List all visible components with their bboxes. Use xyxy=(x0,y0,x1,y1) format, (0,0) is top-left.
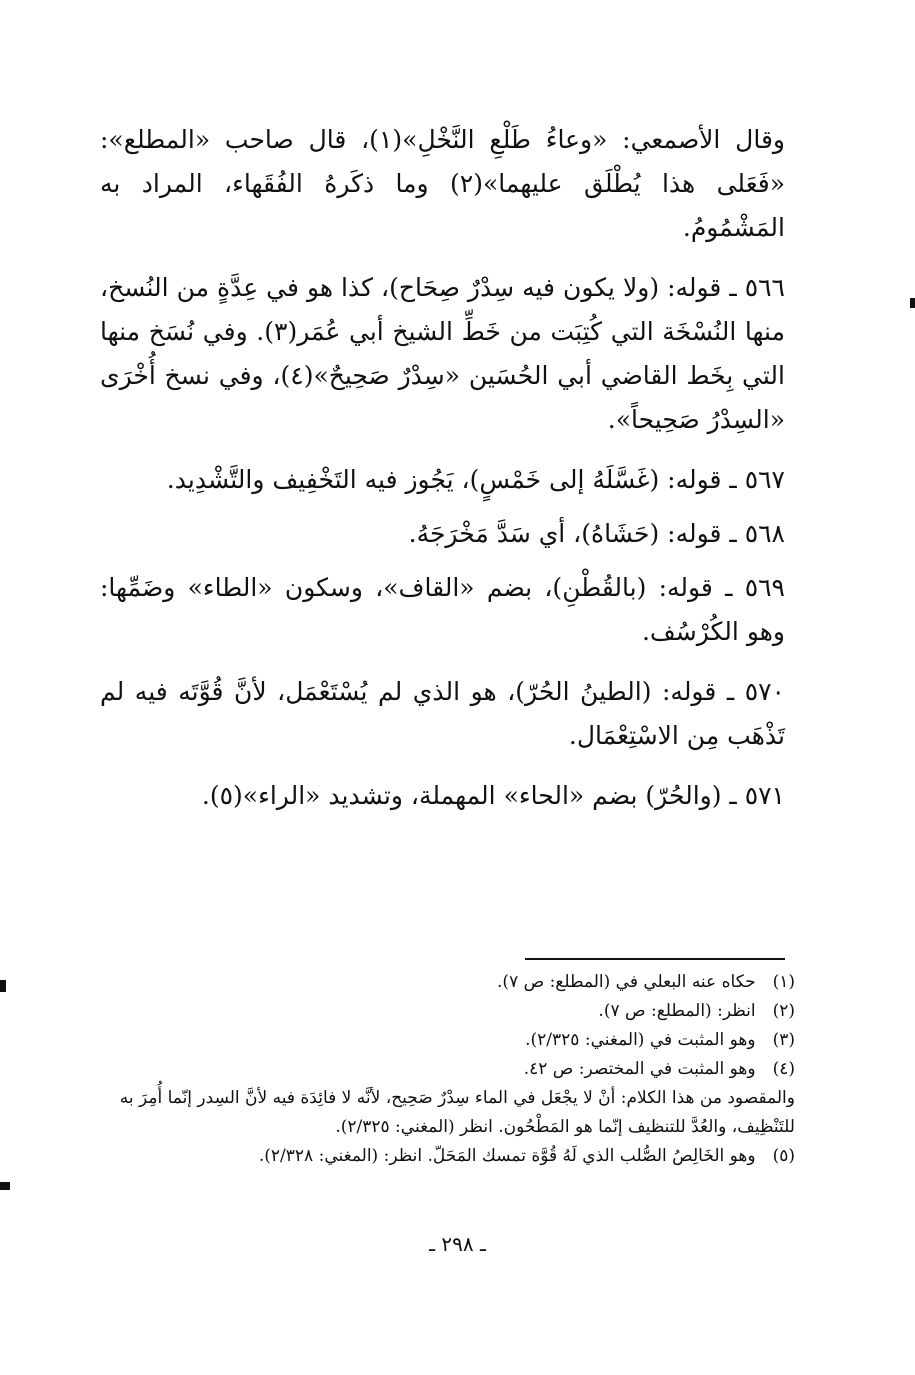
footnote-number: (٢) xyxy=(772,1001,795,1021)
paragraph-568: ٥٦٨ ـ قوله: (حَشَاهُ)، أي سَدَّ مَخْرَجَهُ. xyxy=(408,519,785,548)
footnote-text: وهو الخَالِصُ الصُّلب الذي لَهُ قُوَّة تمسك المَحَلّ. انظر: (المغني: ٢/٣٢٨). xyxy=(258,1146,756,1166)
paragraph-567: ٥٦٧ ـ قوله: (غَسَّلَهُ إلى خَمْسٍ)، يَجُوز فيه التَخْفِيف والتَّشْدِيد. xyxy=(166,465,785,494)
page-number: ـ ٢٩٨ ـ xyxy=(429,1232,486,1256)
footnote-text: وهو المثبت في (المغني: ٢/٣٢٥). xyxy=(525,1030,756,1050)
main-text xyxy=(100,118,785,834)
paragraph-566: ٥٦٦ ـ قوله: (ولا يكون فيه سِدْرٌ صِحَاح)، كذا هو في عِدَّةٍ من النُسخ، منها النُسْخَة التي كُتِبَت من خَطِّ الشيخ أبي عُمَر(٣). وفي نُسَخ منها التي بِخَط القاضي أبي الحُسَين «سِدْرٌ صَحِيحٌ»(٤)، وفي نسخ أُخْرَى «السِدْرُ صَحِيحاً». xyxy=(100,273,785,434)
footnote-2 xyxy=(95,997,795,1026)
scan-edge-mark xyxy=(910,298,915,308)
footnote-1 xyxy=(95,968,795,997)
footnote-text: وهو المثبت في المختصر: ص ٤٢. xyxy=(523,1059,756,1079)
footnote-3 xyxy=(95,1026,795,1055)
paragraph-intro: وقال الأصمعي: «وعاءُ طَلْعِ النَّخْلِ»(١)، قال صاحب «المطلع»: «فَعَلى هذا يُطْلَق عليهما»(٢) وما ذكَرهُ الفُقَهاء، المراد به المَشْمُومُ. xyxy=(100,125,785,242)
footnote-number: (٤) xyxy=(772,1059,795,1079)
footnotes xyxy=(95,968,795,1171)
footnote-text: والمقصود من هذا الكلام: أنْ لا يجْعَل في الماء سِدْرٌ صَحِيح، لأنَّه لا فائِدَة فيه لأنَّ السِدر إنّما أُمِرَ به للتَنْظِيف، والعُدَّ للتنظيف إنّما هو المَطْحُون. انظر (المغني: ٢/٣٢٥). xyxy=(119,1088,795,1137)
footnote-number: (٣) xyxy=(772,1030,795,1050)
scan-edge-mark xyxy=(0,980,6,992)
footnote-4 xyxy=(95,1055,795,1084)
scan-edge-mark xyxy=(0,1182,10,1190)
footnote-5 xyxy=(95,1142,795,1171)
footnote-text: انظر: (المطلع: ص ٧). xyxy=(598,1001,756,1021)
footnote-number: (١) xyxy=(772,972,795,992)
footnote-text: حكاه عنه البعلي في (المطلع: ص ٧). xyxy=(497,972,756,992)
paragraph-569: ٥٦٩ ـ قوله: (بالقُطْنِ)، بضم «القاف»، وسكون «الطاء» وضَمِّها: وهو الكُرْسُف. xyxy=(100,573,785,646)
paragraph-571: ٥٧١ ـ (والحُرّ) بضم «الحاء» المهملة، وتشديد «الراء»(٥). xyxy=(201,781,785,810)
footnote-number: (٥) xyxy=(772,1146,795,1166)
paragraph-570: ٥٧٠ ـ قوله: (الطينُ الحُرّ)، هو الذي لم يُسْتَعْمَل، لأنَّ قُوَّتَه فيه لم تَذْهَب مِن الاسْتِعْمَال. xyxy=(100,677,785,750)
footnote-divider xyxy=(525,958,785,960)
footnote-4-continuation xyxy=(95,1084,795,1142)
